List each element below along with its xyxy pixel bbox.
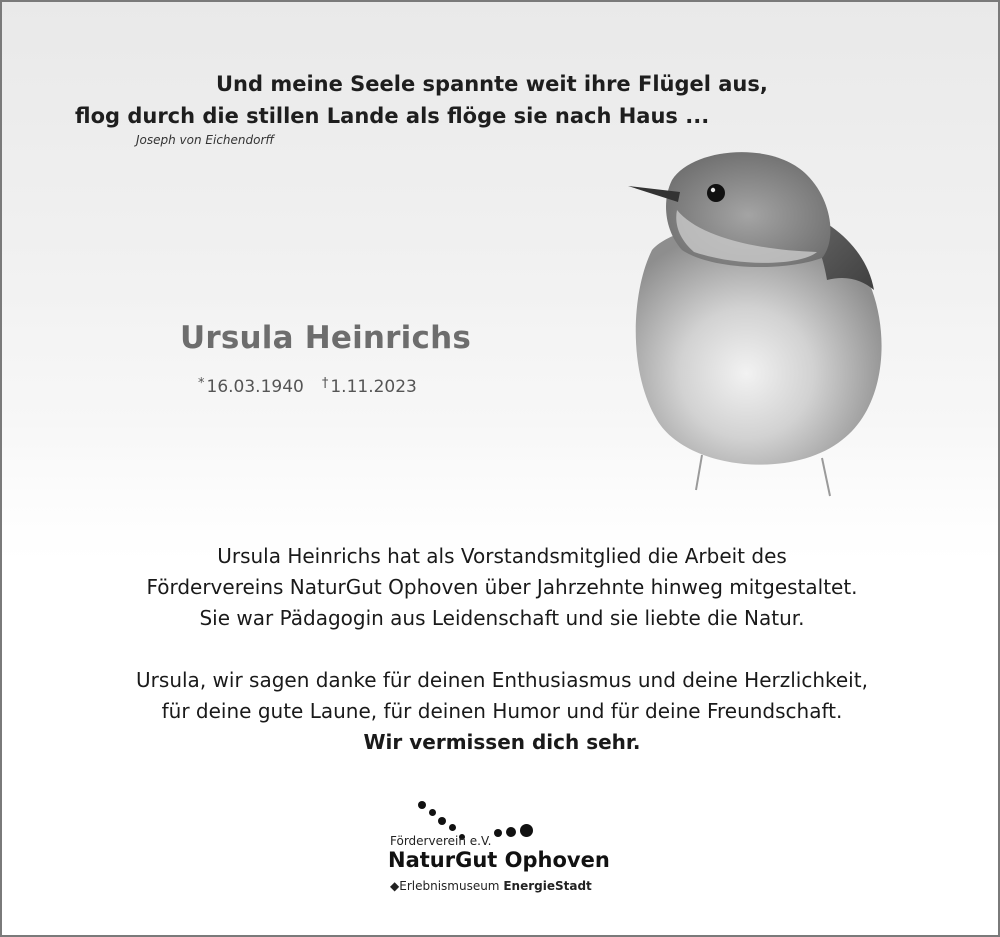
logo-dot bbox=[506, 827, 516, 837]
tribute-line: Fördervereins NaturGut Ophoven über Jahrzehnte hinweg mitgestaltet. bbox=[146, 575, 858, 599]
tribute-line: Ursula Heinrichs hat als Vorstandsmitglied die Arbeit des bbox=[217, 544, 787, 568]
logo-subtitle: ◆Erlebnismuseum EnergieStadt bbox=[390, 879, 592, 893]
logo-dot bbox=[494, 829, 502, 837]
logo-name: NaturGut Ophoven bbox=[388, 848, 610, 872]
naturgut-ophoven-logo bbox=[388, 796, 628, 906]
tribute-line: Ursula, wir sagen danke für deinen Enthusiasmus und deine Herzlichkeit, bbox=[136, 668, 868, 692]
death-symbol: † bbox=[321, 376, 329, 391]
robin-bird-image bbox=[622, 140, 892, 500]
deceased-name: Ursula Heinrichs bbox=[180, 320, 471, 356]
tribute-paragraph-1 bbox=[2, 541, 1000, 634]
birth-symbol: * bbox=[198, 376, 205, 391]
tribute-closing: Wir vermissen dich sehr. bbox=[363, 730, 641, 754]
birth-date: 16.03.1940 bbox=[206, 377, 304, 397]
quote-line-1: Und meine Seele spannte weit ihre Flügel aus, bbox=[216, 72, 768, 96]
logo-dot bbox=[520, 824, 533, 837]
logo-diamond-icon: ◆ bbox=[390, 879, 400, 893]
quote-author: Joseph von Eichendorff bbox=[136, 133, 275, 147]
logo-dot bbox=[418, 801, 426, 809]
tribute-paragraph-2 bbox=[2, 665, 1000, 758]
tribute-line: Sie war Pädagogin aus Leidenschaft und sie liebte die Natur. bbox=[199, 606, 805, 630]
logo-dot bbox=[449, 824, 456, 831]
quote-line-2: flog durch die stillen Lande als flöge sie nach Haus ... bbox=[75, 104, 710, 128]
logo-dot bbox=[429, 809, 436, 816]
logo-dot bbox=[438, 817, 446, 825]
death-date: 1.11.2023 bbox=[330, 377, 417, 397]
life-dates bbox=[198, 377, 417, 397]
tribute-text bbox=[2, 541, 1000, 758]
tribute-line: für deine gute Laune, für deinen Humor und für deine Freundschaft. bbox=[161, 699, 843, 723]
logo-prefix: Förderverein e.V. bbox=[390, 834, 492, 848]
